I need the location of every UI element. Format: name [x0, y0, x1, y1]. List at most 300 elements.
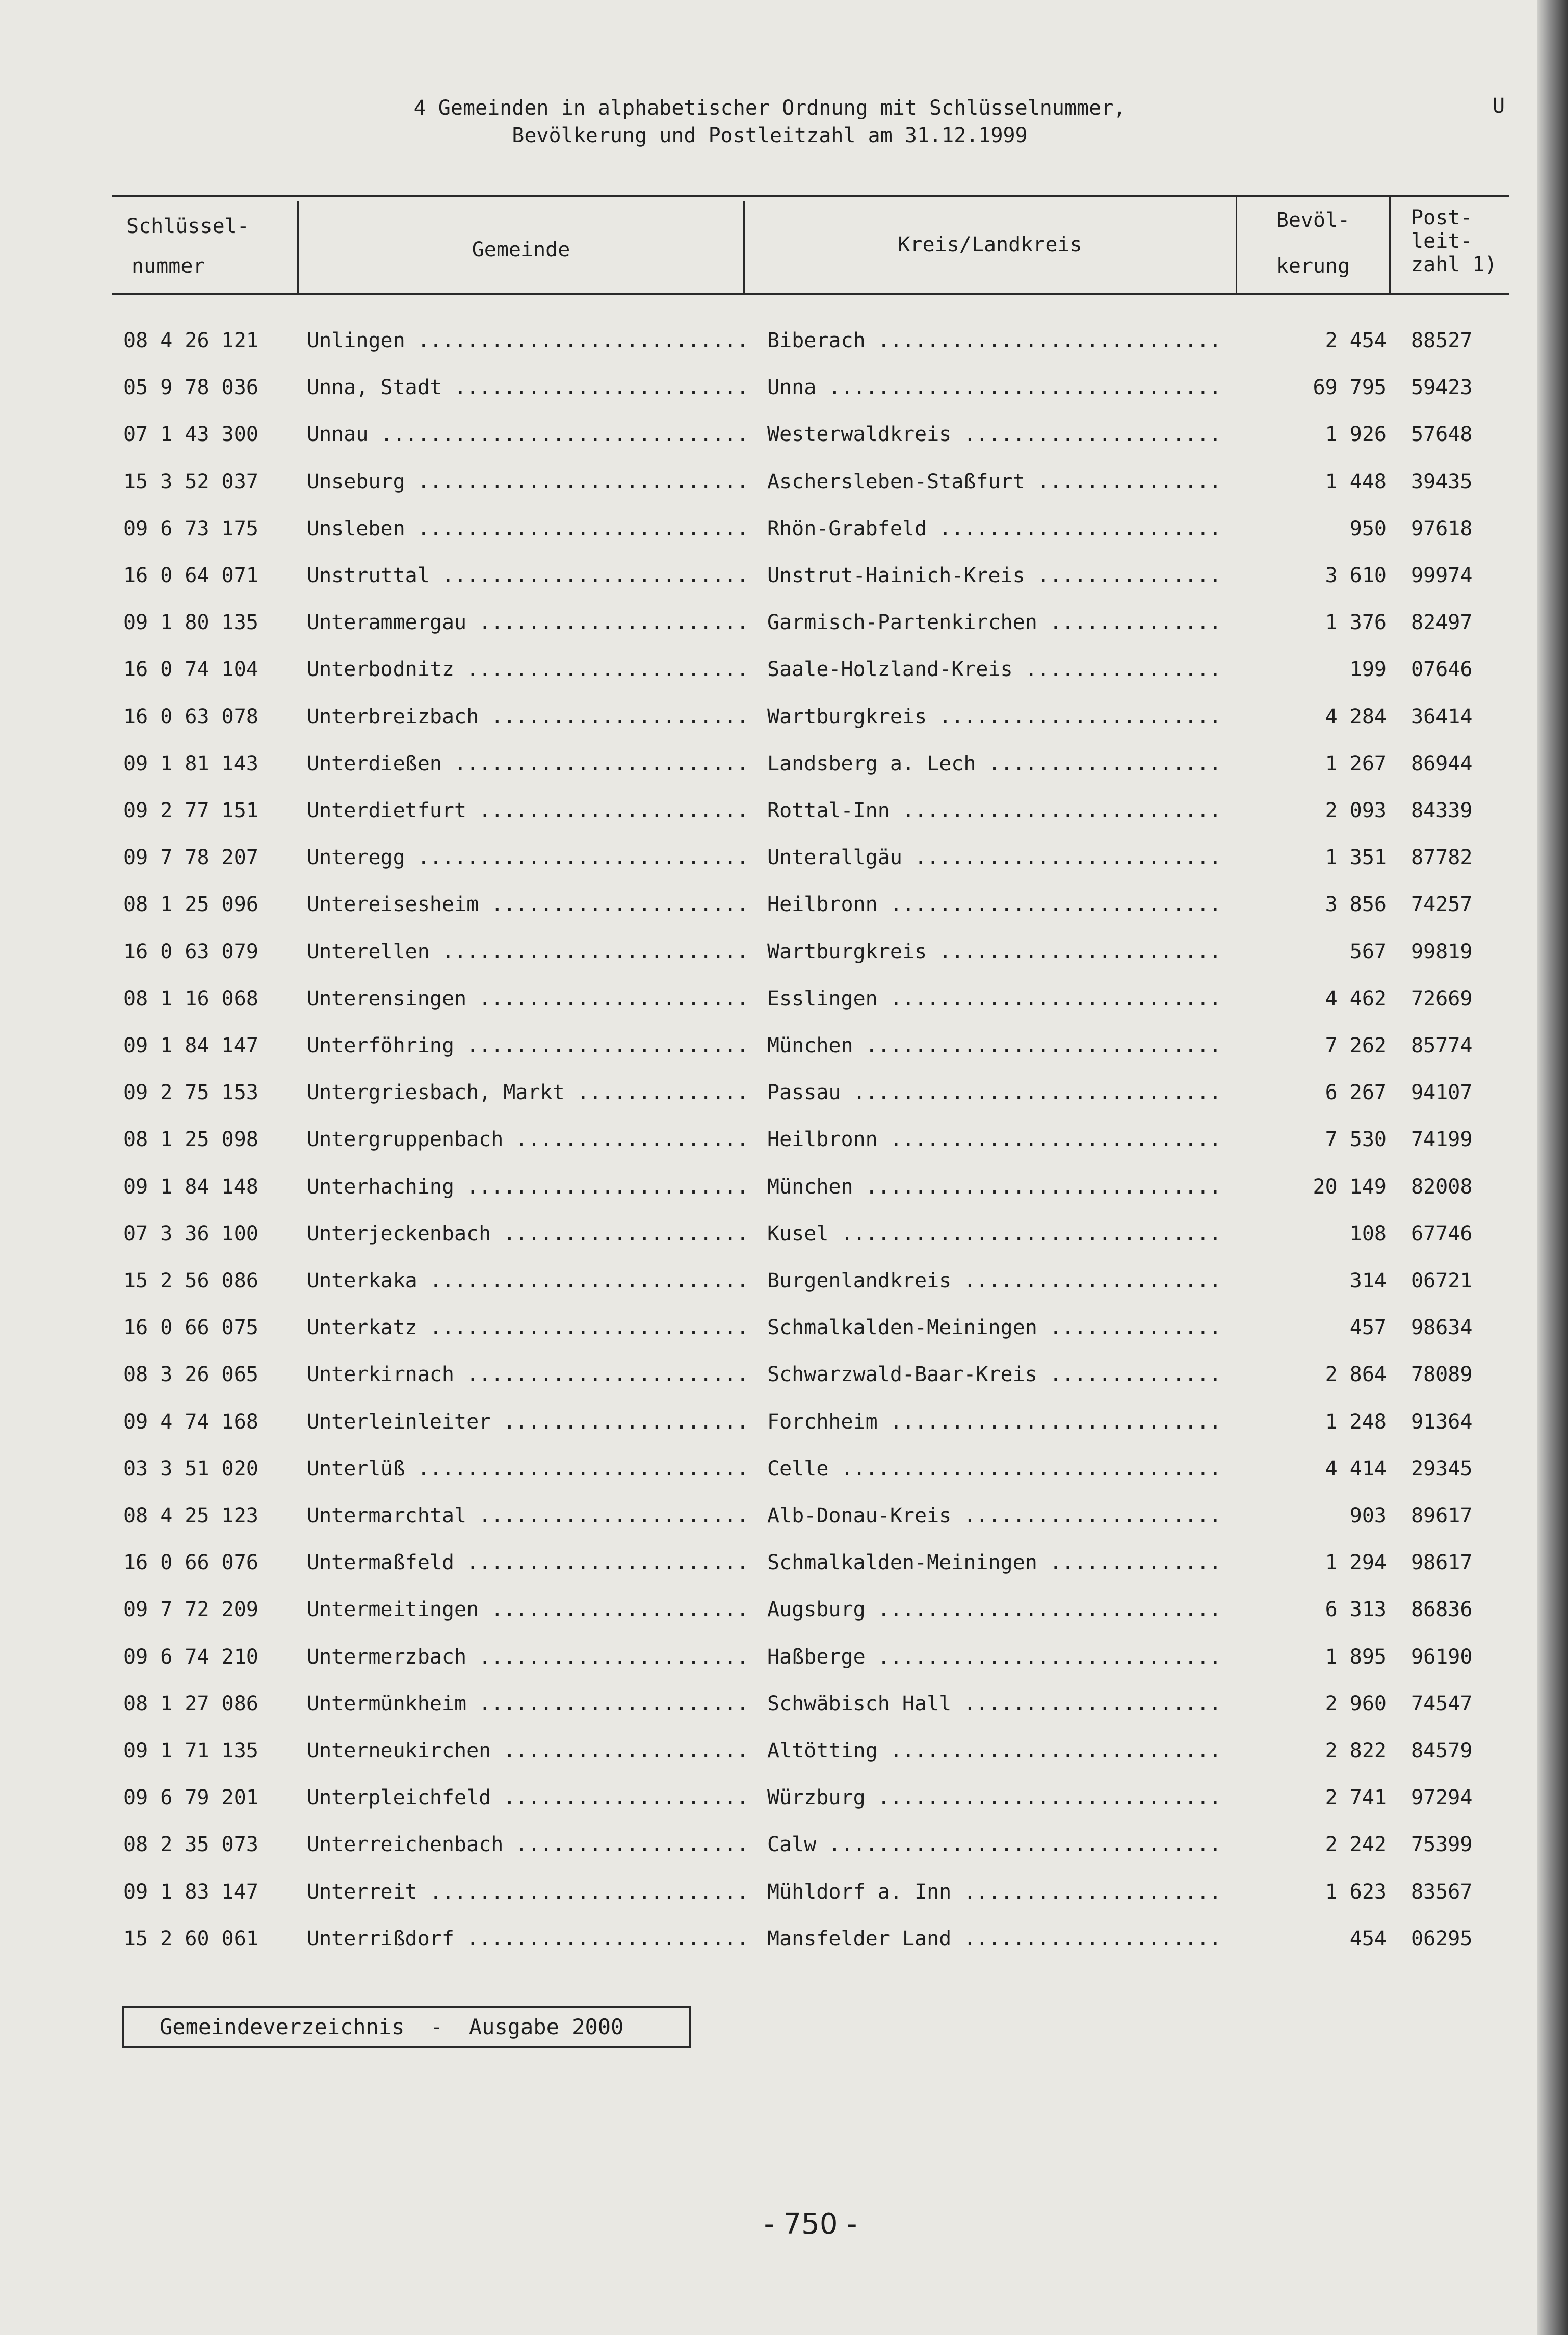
- cell-kreis: [767, 1927, 1226, 1951]
- header-bev-line2: kerung: [1276, 254, 1350, 278]
- cell-postleitzahl-text: 84579: [1411, 1739, 1473, 1762]
- leader-dots: [927, 940, 1226, 964]
- register-letter: U: [1493, 94, 1505, 118]
- cell-gemeinde-text: Untermarchtal: [307, 1504, 467, 1527]
- cell-kreis-text: Heilbronn: [767, 893, 878, 917]
- leader-dots: [866, 329, 1226, 352]
- table-row: [0, 1598, 1529, 1628]
- cell-schluesselnummer-text: 09 1 83 147: [123, 1880, 258, 1904]
- cell-kreis: [767, 517, 1226, 540]
- cell-kreis-text: Haßberge: [767, 1645, 866, 1669]
- cell-postleitzahl: [1411, 423, 1472, 446]
- cell-bevoelkerung: [1234, 1034, 1387, 1057]
- leader-dots: [417, 1269, 745, 1292]
- cell-gemeinde: [307, 1410, 745, 1434]
- table-row: [0, 470, 1529, 501]
- cell-gemeinde-text: Unteregg: [307, 846, 405, 870]
- cell-postleitzahl-text: 36414: [1411, 705, 1473, 729]
- cell-kreis: [767, 1786, 1226, 1809]
- leader-dots: [951, 1504, 1226, 1527]
- cell-gemeinde: [307, 752, 745, 775]
- header-divider-1: [297, 201, 299, 294]
- header-schluessel-line2: nummer: [132, 254, 205, 278]
- cell-bevoelkerung-text: 950: [1349, 516, 1387, 540]
- cell-kreis-text: Altötting: [767, 1739, 878, 1762]
- cell-postleitzahl: [1411, 1645, 1472, 1669]
- leader-dots: [841, 1081, 1226, 1104]
- cell-schluesselnummer-text: 09 6 73 175: [123, 516, 258, 540]
- cell-postleitzahl-text: 07646: [1411, 658, 1473, 682]
- cell-postleitzahl: [1411, 1410, 1472, 1434]
- cell-schluesselnummer: [123, 1833, 258, 1856]
- cell-gemeinde: [307, 1222, 745, 1246]
- leader-dots: [466, 799, 745, 822]
- leader-dots: [890, 799, 1226, 822]
- cell-kreis-text: Landsberg a. Lech: [767, 751, 976, 775]
- table-row: [0, 893, 1529, 923]
- cell-bevoelkerung-text: 3 610: [1325, 564, 1387, 587]
- cell-postleitzahl: [1411, 1692, 1472, 1716]
- header-plz-line2: leit-: [1411, 229, 1473, 253]
- cell-kreis-text: Unstrut-Hainich-Kreis: [767, 564, 1025, 587]
- cell-kreis: [767, 1316, 1226, 1339]
- cell-gemeinde: [307, 470, 745, 494]
- table-row: [0, 1833, 1529, 1863]
- cell-postleitzahl: [1411, 799, 1472, 822]
- cell-schluesselnummer-text: 16 0 63 078: [123, 705, 258, 729]
- cell-postleitzahl: [1411, 705, 1472, 729]
- cell-schluesselnummer: [123, 329, 258, 352]
- cell-postleitzahl-text: 72669: [1411, 987, 1473, 1010]
- cell-kreis: [767, 1081, 1226, 1104]
- cell-schluesselnummer-text: 08 1 27 086: [123, 1692, 258, 1716]
- cell-postleitzahl: [1411, 517, 1472, 540]
- cell-gemeinde-text: Unnau: [307, 423, 369, 447]
- cell-bevoelkerung: [1234, 1269, 1387, 1292]
- cell-bevoelkerung: [1234, 705, 1387, 729]
- cell-bevoelkerung: [1234, 1504, 1387, 1527]
- cell-bevoelkerung-text: 457: [1349, 1316, 1387, 1340]
- header-divider-3: [1236, 196, 1237, 294]
- cell-gemeinde-text: Unterlüß: [307, 1457, 405, 1481]
- cell-gemeinde-text: Unsleben: [307, 516, 405, 540]
- cell-gemeinde-text: Unlingen: [307, 329, 405, 352]
- cell-postleitzahl: [1411, 658, 1472, 681]
- leader-dots: [878, 1410, 1226, 1434]
- header-bev-line1: Bevöl-: [1276, 209, 1350, 232]
- cell-schluesselnummer: [123, 846, 258, 869]
- cell-gemeinde-text: Unterellen: [307, 940, 430, 964]
- cell-gemeinde-text: Unterreichenbach: [307, 1833, 504, 1857]
- cell-bevoelkerung: [1234, 1880, 1387, 1904]
- cell-gemeinde-text: Unterpleichfeld: [307, 1786, 491, 1810]
- cell-gemeinde: [307, 1316, 745, 1339]
- cell-kreis: [767, 658, 1226, 681]
- cell-bevoelkerung: [1234, 517, 1387, 540]
- cell-kreis: [767, 1833, 1226, 1856]
- cell-bevoelkerung-text: 454: [1349, 1927, 1387, 1951]
- cell-schluesselnummer: [123, 1786, 258, 1809]
- cell-bevoelkerung: [1234, 470, 1387, 494]
- cell-gemeinde: [307, 1692, 745, 1716]
- cell-schluesselnummer-text: 05 9 78 036: [123, 376, 258, 400]
- leader-dots: [828, 1222, 1226, 1246]
- cell-kreis-text: Schmalkalden-Meiningen: [767, 1316, 1037, 1340]
- cell-bevoelkerung-text: 6 313: [1325, 1598, 1387, 1622]
- leader-dots: [479, 1598, 745, 1621]
- cell-gemeinde: [307, 423, 745, 446]
- cell-bevoelkerung-text: 4 414: [1325, 1457, 1387, 1481]
- cell-gemeinde-text: Untermaßfeld: [307, 1551, 454, 1575]
- footer-box: [122, 2006, 691, 2048]
- leader-dots: [951, 423, 1226, 446]
- leader-dots: [878, 893, 1226, 916]
- cell-kreis: [767, 705, 1226, 729]
- cell-schluesselnummer-text: 15 2 60 061: [123, 1927, 258, 1951]
- cell-schluesselnummer-text: 09 2 77 151: [123, 799, 258, 822]
- cell-schluesselnummer-text: 09 6 74 210: [123, 1645, 258, 1669]
- cell-schluesselnummer-text: 03 3 51 020: [123, 1457, 258, 1481]
- cell-gemeinde: [307, 1833, 745, 1856]
- cell-kreis: [767, 752, 1226, 775]
- cell-kreis-text: Burgenlandkreis: [767, 1269, 952, 1292]
- cell-postleitzahl: [1411, 1786, 1472, 1809]
- cell-bevoelkerung-text: 6 267: [1325, 1081, 1387, 1105]
- cell-bevoelkerung: [1234, 752, 1387, 775]
- cell-schluesselnummer-text: 08 4 25 123: [123, 1504, 258, 1527]
- cell-kreis-text: Esslingen: [767, 987, 878, 1010]
- cell-bevoelkerung-text: 1 623: [1325, 1880, 1387, 1904]
- cell-postleitzahl: [1411, 1222, 1472, 1246]
- leader-dots: [368, 423, 745, 446]
- cell-bevoelkerung-text: 108: [1349, 1222, 1387, 1246]
- cell-kreis-text: Garmisch-Partenkirchen: [767, 611, 1037, 635]
- cell-postleitzahl: [1411, 1128, 1472, 1151]
- cell-gemeinde-text: Unterneukirchen: [307, 1739, 491, 1762]
- cell-postleitzahl-text: 74199: [1411, 1128, 1473, 1152]
- cell-schluesselnummer-text: 16 0 66 076: [123, 1551, 258, 1575]
- leader-dots: [430, 940, 745, 964]
- cell-schluesselnummer: [123, 658, 258, 681]
- cell-bevoelkerung: [1234, 1833, 1387, 1856]
- cell-schluesselnummer-text: 15 2 56 086: [123, 1269, 258, 1292]
- cell-gemeinde-text: Unterammergau: [307, 611, 467, 635]
- cell-postleitzahl-text: 57648: [1411, 423, 1473, 447]
- cell-schluesselnummer: [123, 1645, 258, 1669]
- cell-postleitzahl: [1411, 1081, 1472, 1104]
- cell-schluesselnummer-text: 08 1 25 098: [123, 1128, 258, 1152]
- cell-bevoelkerung: [1234, 1786, 1387, 1809]
- cell-kreis: [767, 1410, 1226, 1434]
- cell-schluesselnummer-text: 09 1 84 147: [123, 1034, 258, 1057]
- leader-dots: [405, 470, 745, 494]
- cell-gemeinde-text: Unterdietfurt: [307, 799, 467, 822]
- cell-gemeinde-text: Unterdießen: [307, 751, 442, 775]
- cell-kreis: [767, 1692, 1226, 1716]
- cell-postleitzahl: [1411, 1598, 1472, 1621]
- cell-gemeinde: [307, 1457, 745, 1481]
- cell-gemeinde: [307, 329, 745, 352]
- cell-schluesselnummer-text: 08 2 35 073: [123, 1833, 258, 1857]
- leader-dots: [878, 1128, 1226, 1151]
- cell-kreis: [767, 1034, 1226, 1057]
- leader-dots: [1013, 658, 1226, 681]
- cell-bevoelkerung-text: 314: [1349, 1269, 1387, 1292]
- cell-gemeinde-text: Untergriesbach, Markt: [307, 1081, 565, 1105]
- cell-postleitzahl-text: 87782: [1411, 846, 1473, 870]
- cell-schluesselnummer-text: 09 2 75 153: [123, 1081, 258, 1105]
- cell-gemeinde-text: Unterbreizbach: [307, 705, 479, 729]
- leader-dots: [454, 658, 745, 681]
- leader-dots: [866, 1786, 1226, 1809]
- leader-dots: [878, 987, 1226, 1010]
- cell-gemeinde-text: Unterrißdorf: [307, 1927, 454, 1951]
- table-row: [0, 1692, 1529, 1723]
- table-row: [0, 1363, 1529, 1393]
- cell-postleitzahl-text: 96190: [1411, 1645, 1473, 1669]
- cell-gemeinde: [307, 1739, 745, 1762]
- table-row: [0, 329, 1529, 359]
- leader-dots: [927, 517, 1226, 540]
- cell-kreis-text: Augsburg: [767, 1598, 866, 1622]
- cell-schluesselnummer: [123, 423, 258, 446]
- cell-gemeinde-text: Unterleinleiter: [307, 1410, 491, 1434]
- header-schluessel-line1: Schlüssel-: [126, 215, 249, 238]
- cell-kreis-text: Aschersleben-Staßfurt: [767, 470, 1025, 494]
- cell-postleitzahl: [1411, 1880, 1472, 1904]
- cell-postleitzahl: [1411, 611, 1472, 634]
- cell-postleitzahl-text: 59423: [1411, 376, 1473, 400]
- leader-dots: [902, 846, 1226, 869]
- cell-bevoelkerung-text: 903: [1349, 1504, 1387, 1527]
- leader-dots: [466, 987, 745, 1010]
- cell-schluesselnummer: [123, 1269, 258, 1292]
- cell-kreis: [767, 1128, 1226, 1151]
- leader-dots: [466, 1692, 745, 1716]
- leader-dots: [816, 1833, 1226, 1856]
- cell-postleitzahl-text: 94107: [1411, 1081, 1473, 1105]
- cell-postleitzahl: [1411, 940, 1472, 964]
- cell-bevoelkerung: [1234, 893, 1387, 916]
- cell-gemeinde: [307, 611, 745, 634]
- cell-kreis: [767, 1598, 1226, 1621]
- cell-postleitzahl: [1411, 1363, 1472, 1386]
- cell-schluesselnummer: [123, 1222, 258, 1246]
- cell-postleitzahl-text: 88527: [1411, 329, 1473, 352]
- table-row: [0, 940, 1529, 971]
- cell-postleitzahl: [1411, 1504, 1472, 1527]
- cell-gemeinde: [307, 1927, 745, 1951]
- cell-schluesselnummer: [123, 376, 258, 399]
- table-row: [0, 987, 1529, 1018]
- cell-postleitzahl-text: 99974: [1411, 564, 1473, 587]
- leader-dots: [1025, 564, 1226, 587]
- cell-gemeinde-text: Unstruttal: [307, 564, 430, 587]
- cell-bevoelkerung: [1234, 1739, 1387, 1762]
- leader-dots: [853, 1175, 1226, 1199]
- cell-schluesselnummer-text: 08 1 16 068: [123, 987, 258, 1010]
- cell-schluesselnummer: [123, 564, 258, 587]
- table-row: [0, 1927, 1529, 1958]
- leader-dots: [405, 1457, 745, 1481]
- table-row: [0, 846, 1529, 876]
- footer-label: Gemeindeverzeichnis - Ausgabe 2000: [160, 2014, 624, 2039]
- cell-gemeinde-text: Untermünkheim: [307, 1692, 467, 1716]
- cell-postleitzahl-text: 86944: [1411, 751, 1473, 775]
- cell-schluesselnummer-text: 15 3 52 037: [123, 470, 258, 494]
- cell-bevoelkerung: [1234, 376, 1387, 399]
- cell-kreis: [767, 1457, 1226, 1481]
- cell-postleitzahl: [1411, 1833, 1472, 1856]
- cell-schluesselnummer-text: 08 4 26 121: [123, 329, 258, 352]
- leader-dots: [491, 1739, 745, 1762]
- cell-bevoelkerung: [1234, 1128, 1387, 1151]
- cell-kreis-text: Schwäbisch Hall: [767, 1692, 952, 1716]
- table-row: [0, 1081, 1529, 1111]
- cell-postleitzahl: [1411, 752, 1472, 775]
- cell-bevoelkerung-text: 69 795: [1313, 376, 1387, 400]
- cell-schluesselnummer-text: 09 4 74 168: [123, 1410, 258, 1434]
- cell-postleitzahl-text: 29345: [1411, 1457, 1473, 1481]
- cell-bevoelkerung: [1234, 1551, 1387, 1574]
- leader-dots: [466, 611, 745, 634]
- table-row: [0, 1880, 1529, 1911]
- cell-gemeinde: [307, 1269, 745, 1292]
- cell-postleitzahl: [1411, 1457, 1472, 1481]
- cell-kreis-text: Calw: [767, 1833, 817, 1857]
- cell-gemeinde: [307, 1504, 745, 1527]
- header-plz-line1: Post-: [1411, 206, 1473, 229]
- cell-gemeinde: [307, 1175, 745, 1199]
- leader-dots: [951, 1927, 1226, 1951]
- table-row: [0, 1175, 1529, 1206]
- cell-postleitzahl-text: 06721: [1411, 1269, 1473, 1292]
- cell-bevoelkerung-text: 2 960: [1325, 1692, 1387, 1716]
- cell-bevoelkerung-text: 2 242: [1325, 1833, 1387, 1857]
- cell-schluesselnummer: [123, 470, 258, 494]
- header-plz-line3: zahl 1): [1411, 253, 1497, 276]
- cell-kreis: [767, 564, 1226, 587]
- cell-bevoelkerung-text: 1 294: [1325, 1551, 1387, 1575]
- cell-postleitzahl: [1411, 1175, 1472, 1199]
- header-bottom-rule: [112, 293, 1509, 295]
- cell-gemeinde-text: Unterbodnitz: [307, 658, 454, 682]
- cell-kreis-text: Mühldorf a. Inn: [767, 1880, 952, 1904]
- cell-bevoelkerung: [1234, 1081, 1387, 1104]
- cell-gemeinde: [307, 705, 745, 729]
- cell-bevoelkerung-text: 1 376: [1325, 611, 1387, 635]
- cell-schluesselnummer-text: 16 0 66 075: [123, 1316, 258, 1340]
- cell-postleitzahl-text: 74257: [1411, 893, 1473, 917]
- cell-postleitzahl-text: 98617: [1411, 1551, 1473, 1575]
- leader-dots: [951, 1269, 1226, 1292]
- cell-gemeinde-text: Unterreit: [307, 1880, 417, 1904]
- leader-dots: [479, 893, 745, 916]
- leader-dots: [853, 1034, 1226, 1057]
- leader-dots: [454, 1551, 745, 1574]
- cell-gemeinde: [307, 1363, 745, 1386]
- cell-schluesselnummer-text: 09 6 79 201: [123, 1786, 258, 1810]
- cell-schluesselnummer: [123, 987, 258, 1010]
- cell-gemeinde-text: Untermerzbach: [307, 1645, 467, 1669]
- cell-schluesselnummer: [123, 940, 258, 964]
- cell-bevoelkerung-text: 2 093: [1325, 799, 1387, 822]
- cell-postleitzahl-text: 84339: [1411, 799, 1473, 822]
- leader-dots: [454, 1034, 745, 1057]
- cell-gemeinde: [307, 1786, 745, 1809]
- cell-postleitzahl-text: 82008: [1411, 1175, 1473, 1199]
- cell-kreis: [767, 1222, 1226, 1246]
- cell-gemeinde-text: Unterföhring: [307, 1034, 454, 1057]
- cell-bevoelkerung-text: 4 462: [1325, 987, 1387, 1010]
- cell-gemeinde: [307, 1880, 745, 1904]
- leader-dots: [1037, 1363, 1226, 1386]
- cell-kreis-text: Forchheim: [767, 1410, 878, 1434]
- cell-bevoelkerung-text: 4 284: [1325, 705, 1387, 729]
- cell-gemeinde: [307, 1598, 745, 1621]
- leader-dots: [491, 1222, 745, 1246]
- cell-gemeinde-text: Untereisesheim: [307, 893, 479, 917]
- leader-dots: [1037, 1316, 1226, 1339]
- cell-gemeinde-text: Untergruppenbach: [307, 1128, 504, 1152]
- cell-postleitzahl-text: 74547: [1411, 1692, 1473, 1716]
- table-row: [0, 611, 1529, 641]
- cell-bevoelkerung: [1234, 1927, 1387, 1951]
- cell-bevoelkerung-text: 20 149: [1313, 1175, 1387, 1199]
- cell-gemeinde: [307, 1081, 745, 1104]
- cell-postleitzahl: [1411, 1269, 1472, 1292]
- cell-schluesselnummer: [123, 1363, 258, 1386]
- cell-bevoelkerung: [1234, 564, 1387, 587]
- cell-gemeinde-text: Unterkatz: [307, 1316, 417, 1340]
- leader-dots: [927, 705, 1226, 729]
- table-row: [0, 1551, 1529, 1581]
- cell-postleitzahl: [1411, 987, 1472, 1010]
- cell-schluesselnummer-text: 09 1 71 135: [123, 1739, 258, 1762]
- cell-gemeinde-text: Untermeitingen: [307, 1598, 479, 1622]
- table-row: [0, 1269, 1529, 1300]
- cell-gemeinde-text: Unterhaching: [307, 1175, 454, 1199]
- leader-dots: [866, 1598, 1226, 1621]
- cell-postleitzahl: [1411, 893, 1472, 916]
- cell-kreis: [767, 893, 1226, 916]
- cell-schluesselnummer: [123, 1598, 258, 1621]
- cell-postleitzahl-text: 78089: [1411, 1363, 1473, 1387]
- cell-kreis-text: Schwarzwald-Baar-Kreis: [767, 1363, 1037, 1387]
- cell-schluesselnummer: [123, 1504, 258, 1527]
- cell-kreis: [767, 376, 1226, 399]
- cell-schluesselnummer-text: 16 0 63 079: [123, 940, 258, 964]
- cell-kreis: [767, 423, 1226, 446]
- cell-kreis: [767, 1551, 1226, 1574]
- cell-gemeinde: [307, 376, 745, 399]
- cell-gemeinde-text: Unterensingen: [307, 987, 467, 1010]
- leader-dots: [951, 1880, 1226, 1904]
- cell-schluesselnummer: [123, 611, 258, 634]
- cell-gemeinde-text: Unterjeckenbach: [307, 1222, 491, 1246]
- leader-dots: [454, 1363, 745, 1386]
- cell-kreis-text: Westerwaldkreis: [767, 423, 952, 447]
- cell-postleitzahl: [1411, 329, 1472, 352]
- leader-dots: [417, 1316, 745, 1339]
- cell-schluesselnummer-text: 07 3 36 100: [123, 1222, 258, 1246]
- cell-bevoelkerung-text: 199: [1349, 658, 1387, 682]
- header-divider-4: [1389, 196, 1391, 294]
- cell-bevoelkerung-text: 1 248: [1325, 1410, 1387, 1434]
- table-row: [0, 423, 1529, 453]
- leader-dots: [479, 705, 745, 729]
- cell-gemeinde-text: Unna, Stadt: [307, 376, 442, 400]
